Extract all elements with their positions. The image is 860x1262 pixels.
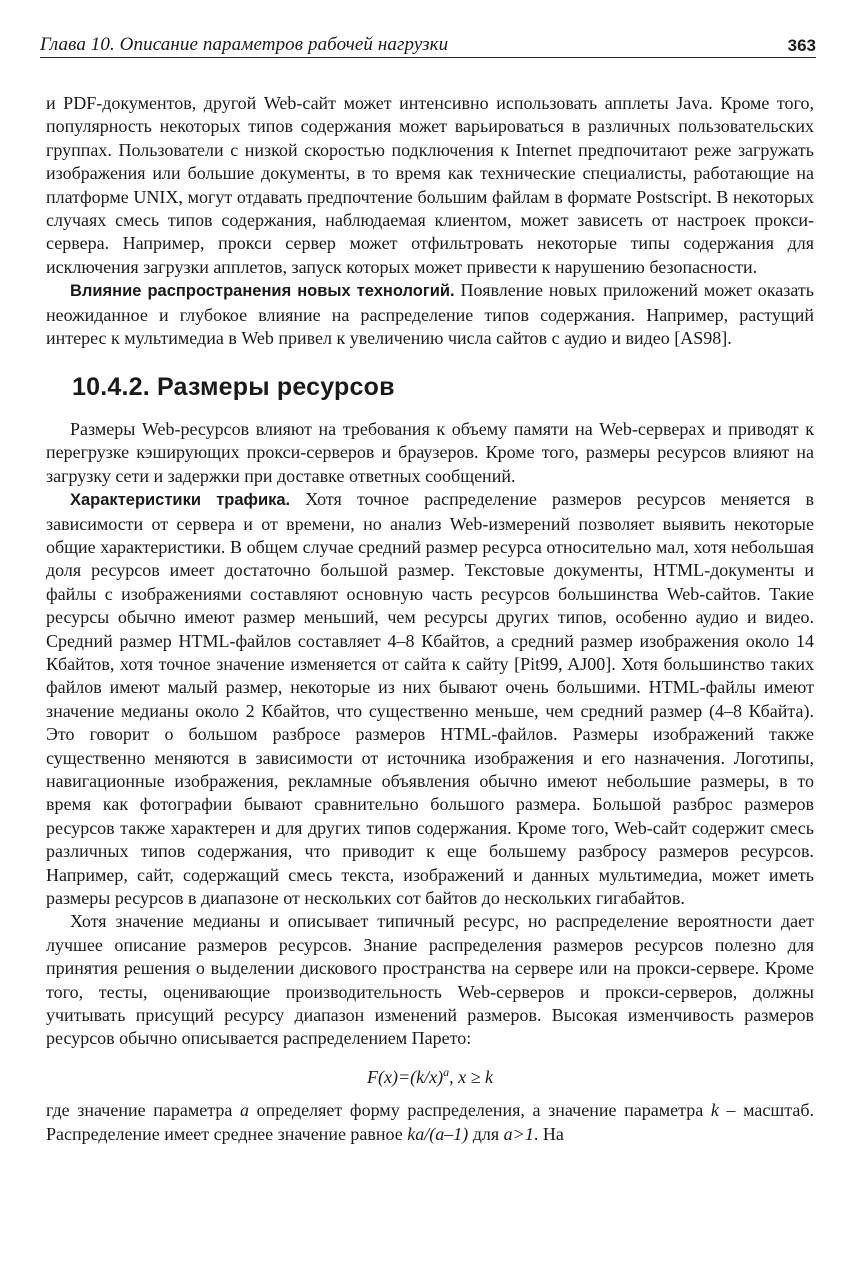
paragraph-text: . На	[533, 1123, 564, 1144]
math-expression: ka/(a–1)	[407, 1123, 469, 1144]
running-head	[40, 34, 816, 58]
paragraph: и PDF-документов, другой Web-сайт может интенсивно использовать апплеты Java. Кроме того, популярность некоторых типов содержания может варьироваться в различных пользовательских группах. Пользователи с низкой скоростью подключения к Internet предпочитают реже загружать изображения или большие документы, в то время как технические специалисты, работающие на платформе UNIX, могут отдавать предпочтение большим файлам в формате Postscript. В некоторых случаях смесь типов содержания, наблюдаемая клиентом, может зависеть от настроек прокси-сервера. Например, прокси сервер может отфильтровать некоторые типы содержания для исключения загрузки апплетов, запуск которых может привести к нарушению безопасности.	[46, 93, 814, 277]
math-variable: a	[239, 1100, 249, 1121]
paragraph-text: определяет форму распределения, а значение параметра	[248, 1100, 711, 1121]
paragraph	[46, 488, 814, 910]
paragraph-lead: Характеристики трафика.	[70, 491, 291, 510]
chapter-title: Глава 10. Описание параметров рабочей нагрузки	[40, 34, 449, 55]
paragraph	[46, 1099, 814, 1146]
paragraph-text: для	[468, 1123, 504, 1144]
paragraph-text: где значение параметра	[46, 1100, 240, 1121]
paragraph-text: Хотя точное распределение размеров ресурсов меняется в зависимости от сервера и от времени, но анализ Web-измерений позволяет выявить некоторые общие характеристики. В общем случае средний размер ресурса относительно мал, хотя небольшая доля ресурсов имеет достаточно большой размер. Текстовые документы, HTML-документы и файлы с изображениями составляют основную часть ресурсов большинства Web-сайтов. Такие ресурсы обычно имеют размер меньший, чем ресурсы других типов, особенно аудио и видео. Средний размер HTML-файлов составляет 4–8 Кбайтов, а средний размер изображения около 14 Кбайтов, хотя точное значение изменяется от сайта к сайту [Pit99, AJ00]. Хотя большинство таких файлов имеют малый размер, некоторые из них бывают очень большими. HTML-файлы имеют значение медианы около 2 Кбайтов, что существенно меньше, чем средний размер (4–8 Кбайта). Это говорит о большом разбросе размеров HTML-файлов. Размеры изображений также существенно меняются в зависимости от источника изображения и его назначения. Логотипы, навигационные изображения, рекламные объявления обычно имеют небольшие размеры, в то время как фотографии бывают сравнительно большого размера. Большой разброс размеров ресурсов также характерен и для других типов содержания. Кроме того, Web-сайт содержит смесь различных типов содержания, что приводит к еще большему разбросу размеров ресурсов. Например, сайт, содержащий смесь текста, изображений и данных мультимедиа, может иметь размеры ресурсов в диапазоне от нескольких сот байтов до нескольких гигабайтов.	[46, 489, 814, 908]
paragraph: Размеры Web-ресурсов влияют на требования к объему памяти на Web-серверах и приводят к перегрузке кэширующих прокси-серверов и браузеров. Кроме того, размеры ресурсов влияют на загрузку сети и задержки при доставке ответных сообщений.	[46, 418, 814, 486]
formula-exponent: a	[443, 1064, 450, 1079]
paragraph-text: – масштаб. Распределение имеет среднее значение равное	[46, 1100, 815, 1144]
page-number: 363	[787, 36, 816, 55]
paragraph: Хотя значение медианы и описывает типичный ресурс, но распределение вероятности дает лучшее описание размеров ресурсов. Знание распределения размеров ресурсов полезно для принятия решения о выделении дискового пространства на сервере или на прокси-сервере. Кроме того, тесты, оценивающие производительность Web-серверов и прокси-серверов, должны учитывать присущий ресурсу диапазон изменений размеров. Высокая изменчивость размеров ресурсов обычно описывается распределением Парето:	[46, 911, 814, 1049]
paragraph-text: Появление новых приложений может оказать неожиданное и глубокое влияние на распределение типов содержания. Например, растущий интерес к мультимедиа в Web привел к увеличению числа сайтов с аудио и видео [AS98].	[46, 280, 814, 349]
paragraph	[46, 279, 814, 350]
formula-rhs: , x ≥ k	[449, 1066, 493, 1087]
formula-lhs: F(x)=(k/x)	[367, 1066, 444, 1087]
page-body	[46, 92, 814, 1146]
math-expression: a>1	[503, 1123, 534, 1144]
section-heading: 10.4.2. Размеры ресурсов	[72, 373, 395, 402]
math-variable: k	[710, 1100, 719, 1121]
paragraph-lead: Влияние распространения новых технологий.	[70, 282, 455, 301]
formula	[46, 1061, 814, 1089]
